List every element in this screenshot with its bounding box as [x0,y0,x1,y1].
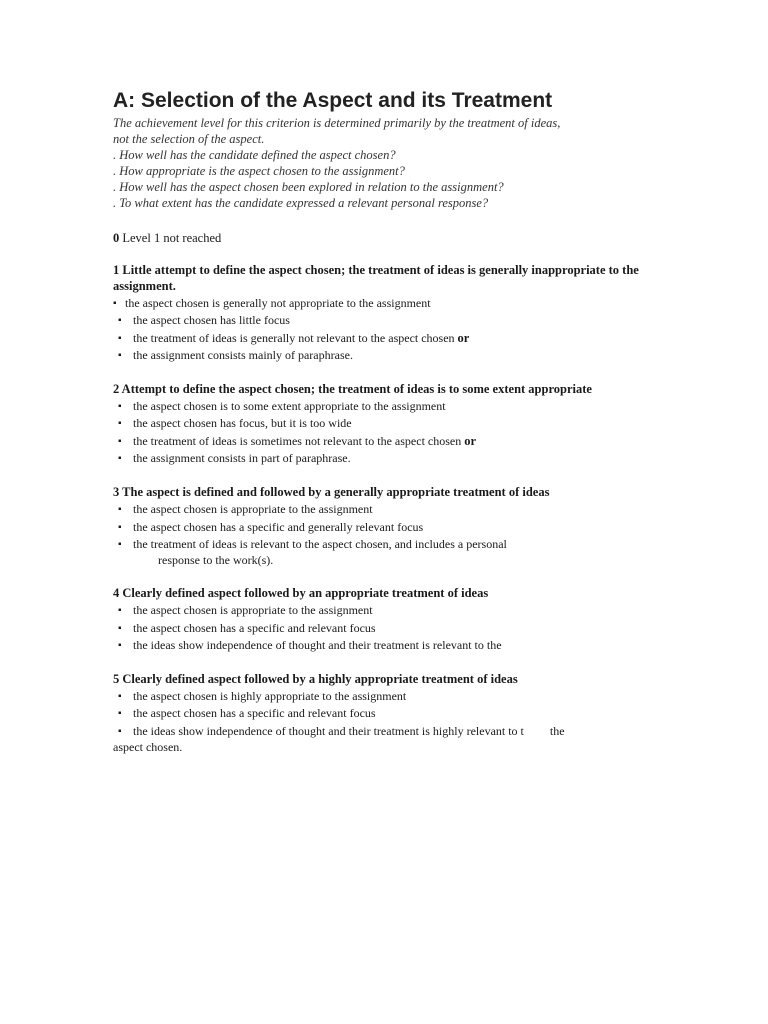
level-0 [113,230,643,246]
list-item: ▪ the treatment of ideas is relevant to the aspect chosen, and includes a personal [113,536,643,553]
level-1-heading: 1 Little attempt to define the aspect chosen; the treatment of ideas is generally inappropriate to the assignment. [113,263,639,293]
level-2-bullets [113,398,643,467]
bullet-icon: ▪ [118,725,122,737]
trailing-word: the [549,723,565,738]
level-5-section [113,671,643,755]
list-item: ▪ the ideas show independence of thought and their treatment is relevant to the [113,637,643,654]
intro-question: . How well has the candidate defined the aspect chosen? [113,148,396,162]
level-5-bullets [113,688,643,740]
list-item: ▪ the aspect chosen is appropriate to the assignment [113,501,643,518]
level-1-section [113,262,643,364]
document-page [113,88,643,755]
list-item: ▪ the assignment consists mainly of paraphrase. [113,347,643,364]
level-3-section [113,484,643,568]
bullet-icon: ▪ [113,298,117,309]
bullet-icon: ▪ [118,605,122,617]
list-item: ▪ the aspect chosen is to some extent appropriate to the assignment [113,398,643,415]
list-item: ▪ the ideas show independence of thought and their treatment is highly relevant to t the [113,723,643,740]
criterion-intro [113,115,643,211]
intro-question: . How appropriate is the aspect chosen to the assignment? [113,164,405,178]
list-item: ▪ the aspect chosen has a specific and generally relevant focus [113,519,643,536]
intro-line: not the selection of the aspect. [113,132,265,146]
bullet-icon: ▪ [118,349,122,361]
level-5-heading: 5 Clearly defined aspect followed by a highly appropriate treatment of ideas [113,672,518,687]
level-0-number: 0 [113,231,120,245]
list-item: ▪ the aspect chosen is appropriate to the assignment [113,602,643,619]
bullet-icon: ▪ [118,521,122,533]
intro-question: . To what extent has the candidate expressed a relevant personal response? [113,196,489,210]
level-1-bullets [113,295,643,364]
intro-question: . How well has the aspect chosen been explored in relation to the assignment? [113,180,504,194]
list-item: ▪ the aspect chosen has focus, but it is too wide [113,415,643,432]
bullet-wrap-line: aspect chosen. [113,740,183,755]
list-item: ▪ the aspect chosen is generally not appropriate to the assignment [113,295,643,312]
bullet-icon: ▪ [118,538,122,550]
level-2-heading: 2 Attempt to define the aspect chosen; the treatment of ideas is to some extent appropriate [113,382,592,397]
bullet-icon: ▪ [118,453,122,465]
bullet-icon: ▪ [118,504,122,516]
bullet-icon: ▪ [118,418,122,430]
bullet-icon: ▪ [118,435,122,447]
level-3-heading: 3 The aspect is defined and followed by a generally appropriate treatment of ideas [113,485,550,500]
intro-line: The achievement level for this criterion is determined primarily by the treatment of ideas, [113,116,561,130]
bullet-icon: ▪ [118,691,122,703]
bullet-continuation: response to the work(s). [158,553,274,568]
list-item: ▪ the treatment of ideas is generally not relevant to the aspect chosen or [113,330,643,347]
bullet-icon: ▪ [118,639,122,651]
level-4-heading: 4 Clearly defined aspect followed by an appropriate treatment of ideas [113,586,489,601]
level-4-section [113,585,643,654]
bullet-icon: ▪ [118,315,122,327]
bullet-icon: ▪ [118,401,122,413]
or-word: or [457,330,470,345]
bullet-icon: ▪ [118,332,122,344]
level-2-section [113,381,643,467]
level-4-bullets [113,602,643,654]
list-item: ▪ the aspect chosen has a specific and relevant focus [113,705,643,722]
level-3-bullets [113,501,643,553]
or-word: or [464,433,477,448]
list-item: ▪ the assignment consists in part of paraphrase. [113,450,643,467]
level-0-text: Level 1 not reached [119,231,222,245]
list-item: ▪ the aspect chosen is highly appropriate to the assignment [113,688,643,705]
list-item: ▪ the aspect chosen has a specific and relevant focus [113,620,643,637]
page-title: A: Selection of the Aspect and its Treatment [113,89,553,112]
bullet-icon: ▪ [118,708,122,720]
list-item: ▪ the aspect chosen has little focus [113,312,643,329]
list-item: ▪ the treatment of ideas is sometimes not relevant to the aspect chosen or [113,433,643,450]
bullet-icon: ▪ [118,622,122,634]
